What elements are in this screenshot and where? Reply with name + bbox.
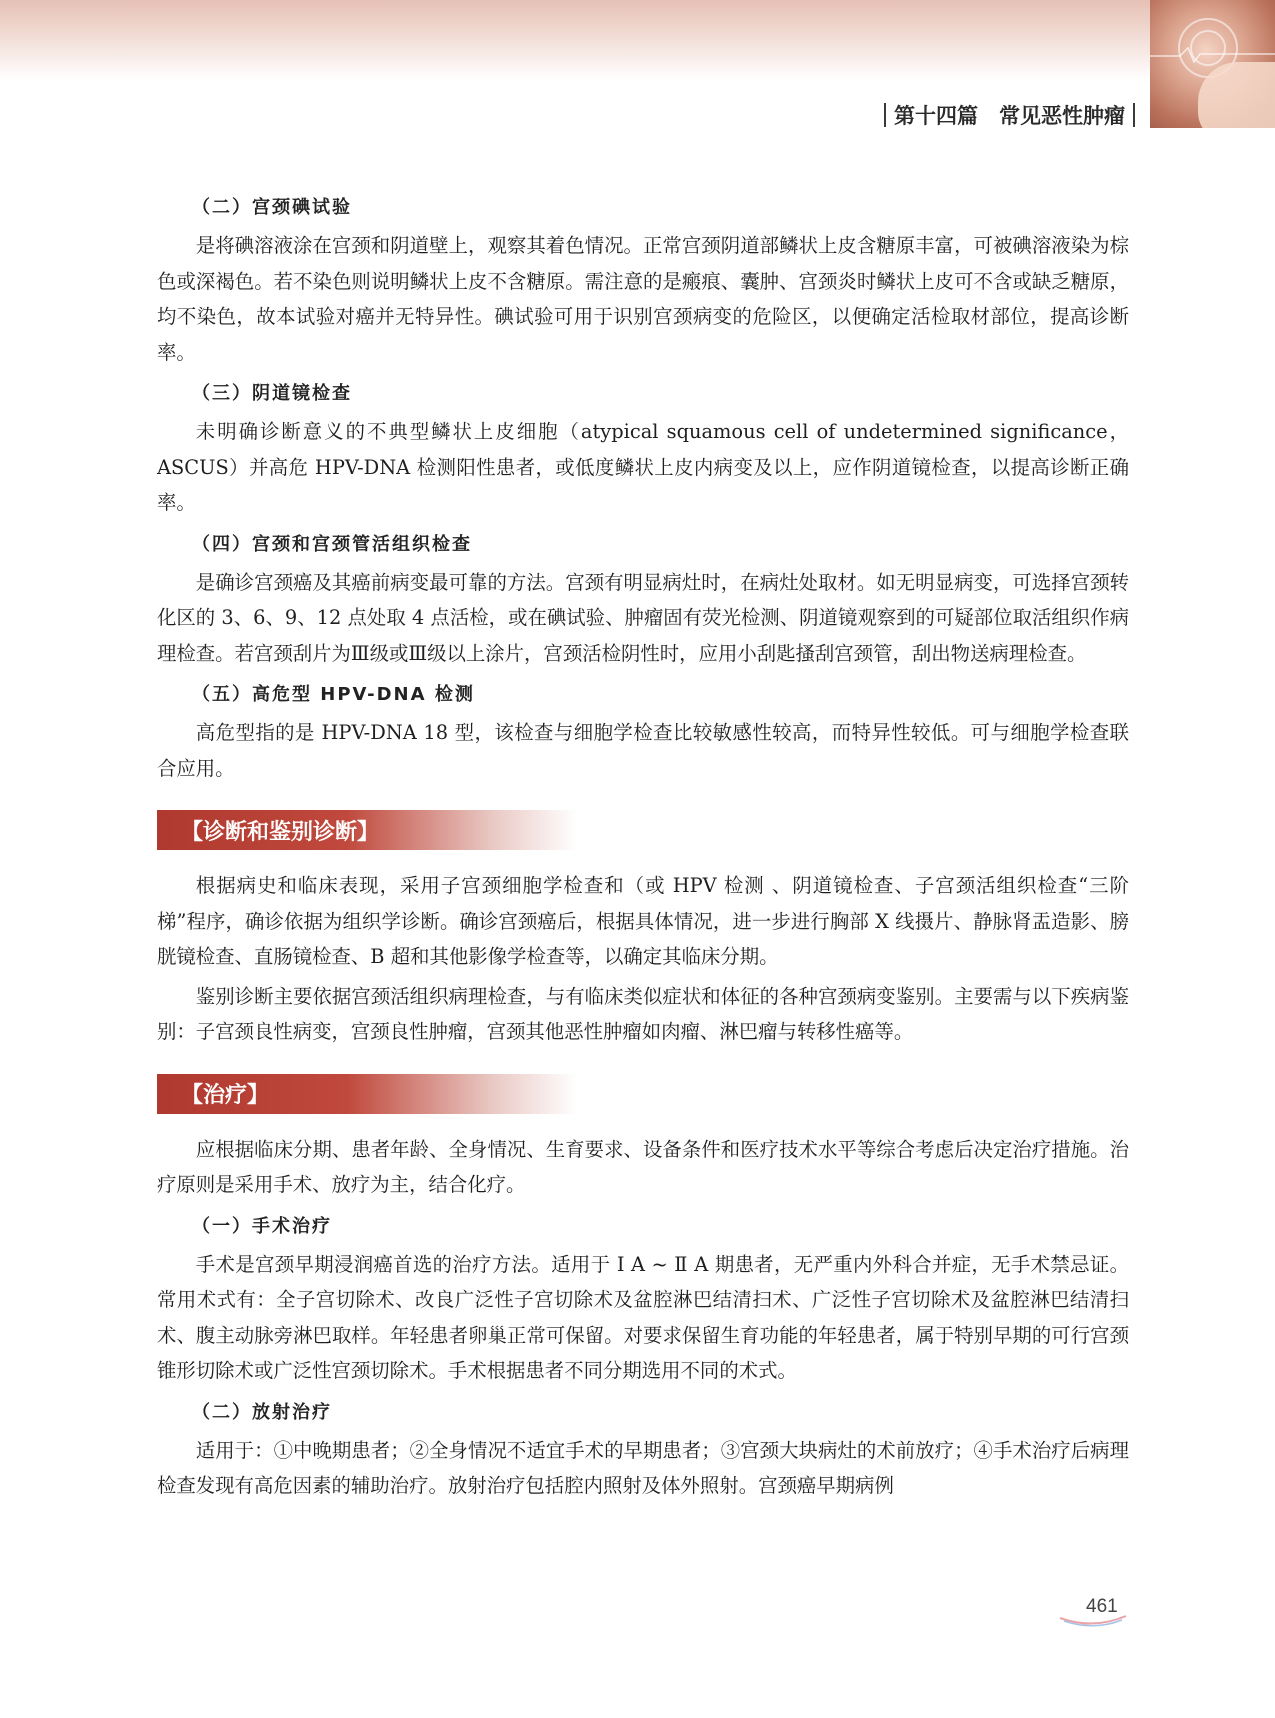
- page-number-text: 461: [1086, 1596, 1118, 1617]
- paragraph: 手术是宫颈早期浸润癌首选的治疗方法。适用于 I A ~ Ⅱ A 期患者，无严重内外科合并症，无手术禁忌证。常用术式有：全子宫切除术、改良广泛性子宫切除术及盆腔淋巴结清扫术、广泛性子宫切除术及盆腔淋巴结清扫术、腹主动脉旁淋巴取样。年轻患者卵巢正常可保留。对要求保留生育功能的年轻患者，属于特别早期的可行宫颈锥形切除术或广泛性宫颈切除术。手术根据患者不同分期选用不同的术式。: [157, 1252, 1129, 1382]
- paragraph: 应根据临床分期、患者年龄、全身情况、生育要求、设备条件和医疗技术水平等综合考虑后决定治疗措施。治疗原则是采用手术、放疗为主，结合化疗。: [157, 1137, 1129, 1196]
- paragraph: 是确诊宫颈癌及其癌前病变最可靠的方法。宫颈有明显病灶时，在病灶处取材。如无明显病变，可选择宫颈转化区的 3、6、9、12 点处取 4 点活检，或在碘试验、肿瘤固有荧光检测、阴道镜观察到的可疑部位取活组织作病理检查。若宫颈刮片为Ⅲ级或Ⅲ级以上涂片，宫颈活检阴性时，应用小刮匙搔刮宫颈管，刮出物送病理检查。: [157, 570, 1129, 665]
- section-heading: [157, 1074, 577, 1114]
- divider-bar: [1133, 103, 1135, 127]
- running-title: 第十四篇 常见恶性肿瘤: [894, 104, 1125, 128]
- main-content: [157, 188, 1129, 1508]
- subsection-heading: （三）阴道镜检查: [192, 383, 352, 404]
- section-heading-text: 【治疗】: [181, 1083, 270, 1108]
- heartbeat-icon: [1150, 44, 1275, 64]
- page-number: [1058, 1596, 1128, 1626]
- section-heading-text: 【诊断和鉴别诊断】: [181, 819, 380, 845]
- paragraph: 未明确诊断意义的不典型鳞状上皮细胞（atypical squamous cell of undetermined significance，ASCUS）并高危 HPV-DNA 检测阳性患者，或低度鳞状上皮内病变及以上，应作阴道镜检查，以提高诊断正确率。: [157, 420, 1129, 514]
- subsection-heading: （五）高危型 HPV-DNA 检测: [192, 684, 475, 705]
- paragraph: 鉴别诊断主要依据宫颈活组织病理检查，与有临床类似症状和体征的各种宫颈病变鉴别。主要需与以下疾病鉴别：子宫颈良性病变，宫颈良性肿瘤，宫颈其他恶性肿瘤如肉瘤、淋巴瘤与转移性癌等。: [157, 984, 1129, 1043]
- paragraph: 根据病史和临床表现，采用子宫颈细胞学检查和（或 HPV 检测 、阴道镜检查、子宫颈活组织检查“三阶梯”程序，确诊依据为组织学诊断。确诊宫颈癌后，根据具体情况，进一步进行胸部 X 线摄片、静脉肾盂造影、膀胱镜检查、直肠镜检查、B 超和其他影像学检查等，以确定其临床分期。: [157, 874, 1129, 968]
- divider-bar: [884, 103, 886, 127]
- paragraph: 高危型指的是 HPV-DNA 18 型，该检查与细胞学检查比较敏感性较高，而特异性较低。可与细胞学检查联合应用。: [157, 721, 1129, 780]
- section-heading: [157, 810, 577, 850]
- paragraph: 适用于：①中晚期患者；②全身情况不适宜手术的早期患者；③宫颈大块病灶的术前放疗；④手术治疗后病理检查发现有高危因素的辅助治疗。放射治疗包括腔内照射及体外照射。宫颈癌早期病例: [157, 1438, 1129, 1497]
- corner-decorative-image: [1150, 0, 1275, 128]
- header-band: [0, 0, 1150, 80]
- subsection-heading: （四）宫颈和宫颈管活组织检查: [192, 533, 472, 555]
- paragraph: 是将碘溶液涂在宫颈和阴道壁上，观察其着色情况。正常宫颈阴道部鳞状上皮含糖原丰富，可被碘溶液染为棕色或深褐色。若不染色则说明鳞状上皮不含糖原。需注意的是瘢痕、囊肿、宫颈炎时鳞状上皮可不含或缺乏糖原，均不染色，故本试验对癌并无特异性。碘试验可用于识别宫颈病变的危险区，以便确定活检取材部位，提高诊断率。: [157, 234, 1129, 364]
- subsection-heading: （二）宫颈碘试验: [192, 197, 352, 218]
- running-head: [884, 100, 1135, 130]
- subsection-heading: （一）手术治疗: [192, 1215, 332, 1237]
- subsection-heading: （二）放射治疗: [192, 1401, 332, 1423]
